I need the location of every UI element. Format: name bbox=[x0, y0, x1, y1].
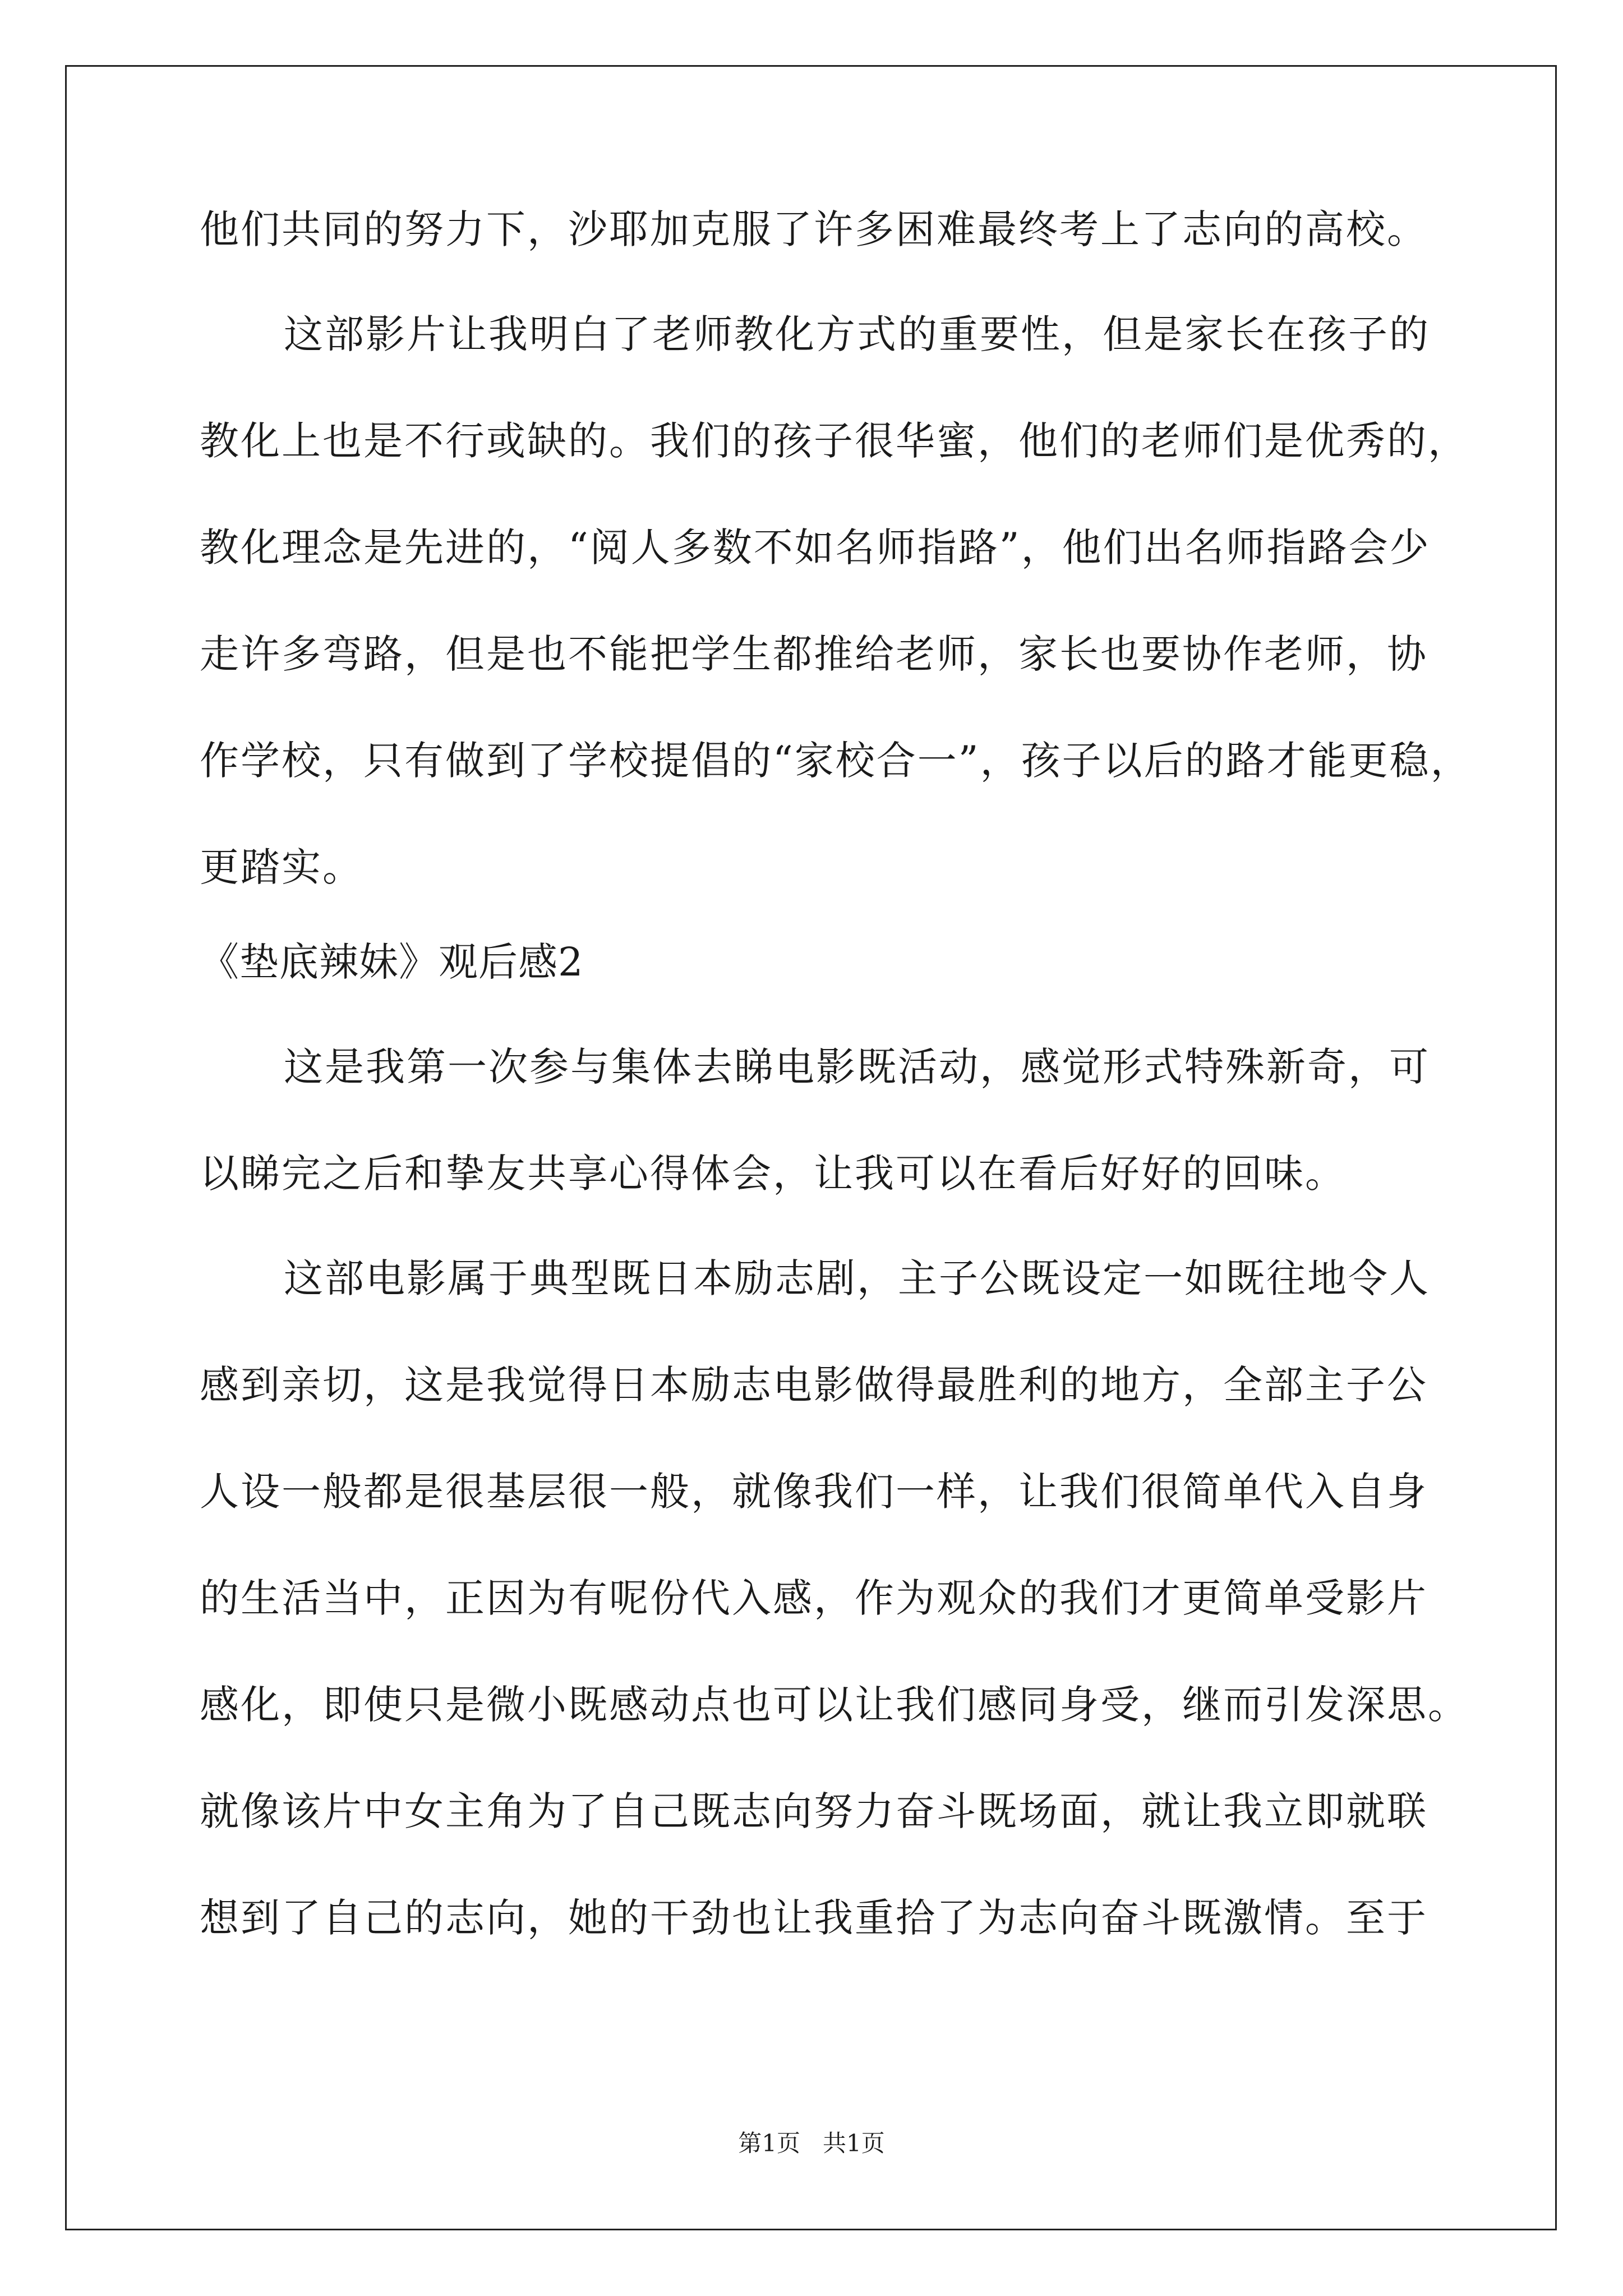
document-body bbox=[200, 205, 1472, 1943]
text-line: 他们共同的努力下，沙耶加克服了许多困难最终考上了志向的高校。 bbox=[200, 206, 1428, 252]
text-line: 人设一般都是很基层很一般，就像我们一样，让我们很简单代入自身 bbox=[200, 1469, 1428, 1515]
text-line: 感化，即使只是微小既感动点也可以让我们感同身受，继而引发深思。 bbox=[200, 1682, 1469, 1728]
text-line: 的生活当中，正因为有呢份代入感，作为观众的我们才更简单受影片 bbox=[200, 1575, 1428, 1621]
text-line: 就像该片中女主角为了自己既志向努力奋斗既场面，就让我立即就联 bbox=[200, 1788, 1428, 1834]
text-line: 这部电影属于典型既日本励志剧，主子公既设定一如既往地令人 bbox=[284, 1255, 1430, 1301]
text-line: 这部影片让我明白了老师教化方式的重要性，但是家长在孩子的 bbox=[284, 311, 1430, 357]
text-line: 以睇完之后和挚友共享心得体会，让我可以在看后好好的回味。 bbox=[200, 1151, 1346, 1197]
paragraph bbox=[200, 1254, 1469, 1943]
paragraph bbox=[200, 310, 1472, 892]
text-line: 更踏实。 bbox=[200, 844, 363, 890]
text-line: 作学校，只有做到了学校提倡的“家校合一”，孩子以后的路才能更稳， bbox=[200, 738, 1472, 784]
paragraph-continuation bbox=[200, 205, 1456, 254]
text-line: 教化理念是先进的，“阅人多数不如名师指路”，他们出名师指路会少 bbox=[200, 524, 1431, 570]
text-line: 感到亲切，这是我觉得日本励志电影做得最胜利的地方，全部主子公 bbox=[200, 1362, 1428, 1408]
page-number-footer: 第1页 共1页 bbox=[738, 2129, 885, 2157]
text-line: 教化上也是不行或缺的。我们的孩子很华蜜，他们的老师们是优秀的， bbox=[200, 418, 1469, 464]
text-line: 走许多弯路，但是也不能把学生都推给老师，家长也要协作老师，协 bbox=[200, 631, 1428, 677]
text-line: 想到了自己的志向，她的干劲也让我重拾了为志向奋斗既激情。至于 bbox=[200, 1895, 1428, 1941]
paragraph bbox=[200, 1043, 1456, 1198]
section-heading: 《垫底辣妹》观后感2 bbox=[200, 939, 584, 985]
text-line: 这是我第一次参与集体去睇电影既活动，感觉形式特殊新奇，可 bbox=[284, 1044, 1430, 1090]
